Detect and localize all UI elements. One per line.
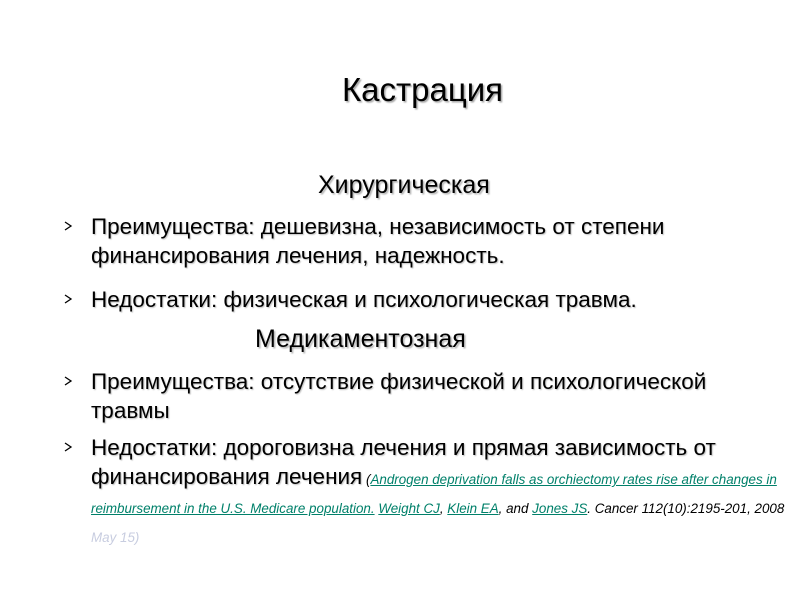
bullet-text <box>91 433 791 549</box>
bullet-text-main: Недостатки: дороговизна лечения и прямая зависимость от финансирования лечения <box>91 435 716 489</box>
author-link-weight[interactable]: Weight CJ <box>378 501 440 516</box>
author-link-klein[interactable]: Klein EA <box>447 501 499 516</box>
reference-separator: , and <box>498 501 533 516</box>
slide-title: Кастрация <box>341 71 504 108</box>
reference-date: May 15) <box>91 530 140 545</box>
reference-separator: , <box>439 501 448 516</box>
reference-open-paren: ( <box>362 472 371 487</box>
bullet-text: Преимущества: дешевизна, независимость от степени финансирования лечения, надежность. <box>91 214 665 268</box>
reference-journal: . Cancer 112(10):2195-201, 2008 <box>587 501 785 516</box>
bullet-text: Преимущества: отсутствие физической и психологической травмы <box>91 369 707 423</box>
arrowhead-bullet-icon <box>62 441 74 453</box>
arrowhead-bullet-icon <box>62 375 74 387</box>
surgical-heading: Хирургическая <box>318 171 490 199</box>
bullet-text: Недостатки: физическая и психологическая травма. <box>91 287 637 312</box>
medical-heading: Медикаментозная <box>255 325 466 353</box>
arrowhead-bullet-icon <box>62 293 74 305</box>
author-link-jones[interactable]: Jones JS <box>532 501 588 516</box>
article-link[interactable]: Androgen deprivation falls as orchiectomy rates rise after changes in reimbursement in the U.S. Medicare population. <box>91 472 777 516</box>
arrowhead-bullet-icon <box>62 220 74 232</box>
